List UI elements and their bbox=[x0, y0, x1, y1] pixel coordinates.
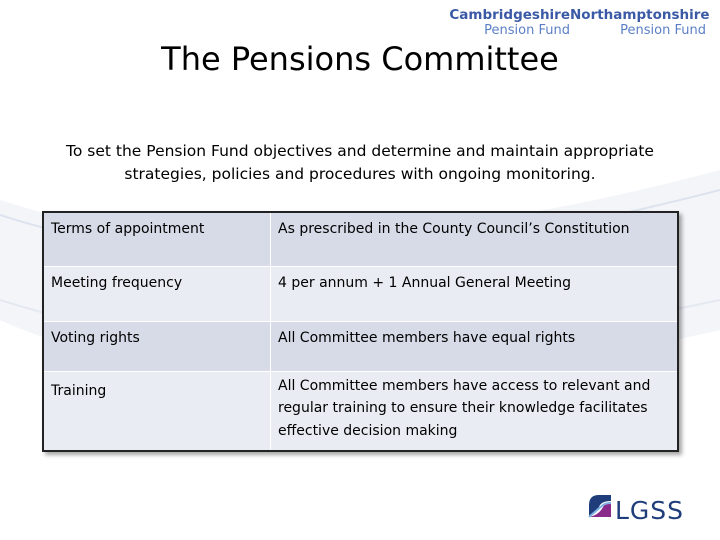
row-value: As prescribed in the County Council’s Constitution bbox=[271, 212, 679, 267]
table-row bbox=[43, 372, 678, 452]
northamptonshire-logo-sub: Pension Fund bbox=[620, 22, 706, 38]
intro-text: To set the Pension Fund objectives and determine and maintain appropriate strategies, policies and procedures with ongoing monitoring. bbox=[66, 142, 654, 184]
cambridgeshire-logo bbox=[440, 8, 570, 38]
table-row bbox=[43, 322, 678, 372]
northamptonshire-logo bbox=[570, 7, 710, 38]
row-label: Terms of appointment bbox=[43, 212, 271, 267]
table-row bbox=[43, 267, 678, 322]
row-label: Training bbox=[43, 372, 271, 452]
row-value: 4 per annum + 1 Annual General Meeting bbox=[271, 267, 679, 322]
lgss-logo-icon bbox=[587, 493, 613, 519]
row-value: All Committee members have access to relevant and regular training to ensure their knowledge facilitates effective decision making bbox=[271, 372, 679, 452]
row-label: Meeting frequency bbox=[43, 267, 271, 322]
committee-terms-table bbox=[42, 211, 679, 452]
row-label: Voting rights bbox=[43, 322, 271, 372]
row-value: All Committee members have equal rights bbox=[271, 322, 679, 372]
cambridgeshire-logo-name: Cambridgeshire bbox=[449, 7, 570, 23]
lgss-logo-text: LGSS bbox=[615, 496, 685, 525]
page-title: The Pensions Committee bbox=[161, 40, 559, 78]
table-row bbox=[43, 212, 678, 267]
northamptonshire-logo-name: Northamptonshire bbox=[570, 7, 710, 23]
cambridgeshire-logo-sub: Pension Fund bbox=[484, 22, 570, 38]
